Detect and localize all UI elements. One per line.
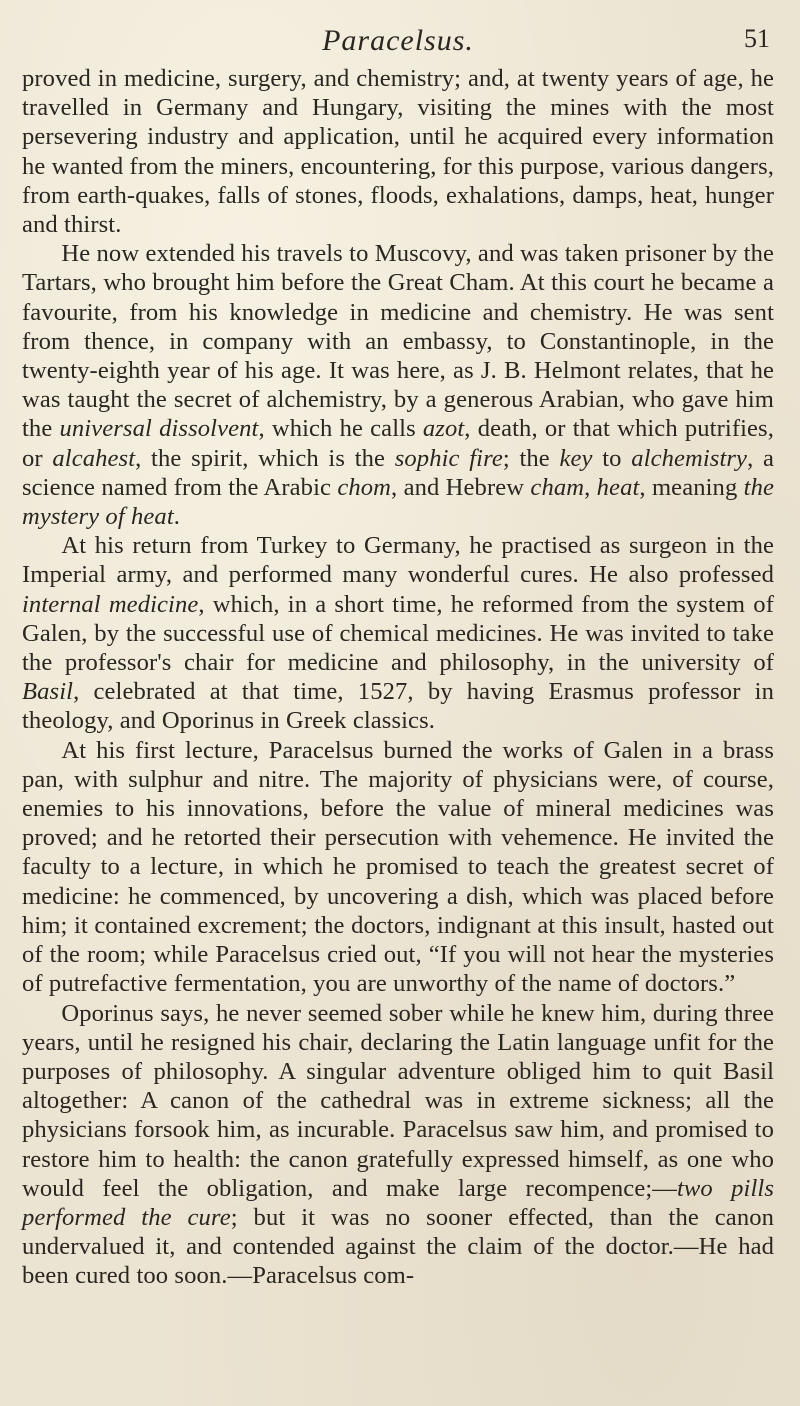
text-run: ; the [502, 444, 560, 472]
text-run: At his first lecture, Paracelsus burned the works of Galen in a brass pan, with sulphur and nitre. The majority of physicians were, of course, enemies to his innovations, before the value of mineral medicines was proved; and he retorted their persecution with vehemence. He invited the faculty to a lecture, in which he promised to teach the greatest secret of medicine: he commenced, by uncovering a dish, which was placed before him; it contained excrement; the doctors, indignant at this insult, hasted out of the room; while Paracelsus cried out, “If you will not hear the mysteries of putrefactive fermentation, you are unworthy of the name of doctors.” [22, 736, 774, 998]
text-run: , death, or that which putrifies, or [22, 415, 774, 472]
running-title: Paracelsus. [322, 24, 474, 57]
page-number: 51 [744, 24, 770, 53]
text-run: , a science named from the Arabic [22, 444, 775, 501]
italic-text: alchemistry [631, 444, 748, 472]
italic-text: universal dissolvent [59, 415, 259, 443]
text-run: proved in medicine, surgery, and chemistry; and, at twenty years of age, he travelled in Germany and Hungary, visiting the mines with the most persevering industry and application, until he acquired every information he wanted from the miners, encountering, for this purpose, various dangers, from earth-quakes, falls of stones, floods, exhalations, damps, heat, hunger and thirst. [22, 65, 774, 239]
text-run: , the spirit, which is the [135, 444, 395, 472]
text-run: , and Hebrew [391, 473, 531, 501]
italic-text: sophic fire [394, 444, 503, 472]
italic-text: cham [530, 473, 585, 501]
italic-text: chom [337, 473, 392, 501]
italic-text: two pills performed the cure [22, 1174, 774, 1231]
paragraph [22, 239, 774, 531]
text-run: . [173, 503, 181, 531]
paragraph [22, 999, 774, 1291]
italic-text: azot [422, 415, 465, 443]
paragraph [22, 531, 774, 735]
italic-text: alcahest [52, 444, 136, 472]
text-run: , which he calls [258, 415, 423, 443]
text-run: , meaning [639, 473, 744, 501]
paragraph [22, 736, 774, 999]
text-run: He now extended his travels to Muscovy, and was taken prisoner by the Tartars, who brought him before the Great Cham. At this court he became a favourite, from his knowledge in medicine and chemistry. He was sent from thence, in company with an embassy, to Constantinople, in the twenty-eighth year of his age. It was here, as J. B. Helmont relates, that he was taught the secret of alchemistry, by a generous Arabian, who gave him the [22, 240, 774, 443]
body-text [22, 64, 774, 1291]
running-head [22, 18, 774, 64]
text-run: ; but it was no sooner effected, than the canon undervalued it, and contended against the claim of the doctor.—He had been cured too soon.—Paracelsus com- [22, 1203, 775, 1290]
text-run: Oporinus says, he never seemed sober while he knew him, during three years, until he resigned his chair, declaring the Latin language unfit for the purposes of philosophy. A singular adventure obliged him to quit Basil altogether: A canon of the cathedral was in extreme sickness; all the physicians forsook him, as incurable. Paracelsus saw him, and promised to restore him to health: the canon gratefully expressed himself, as one who would feel the obligation, and make large recompence;— [22, 999, 774, 1202]
italic-text: heat [596, 473, 640, 501]
text-run: , which, in a short time, he reformed from the system of Galen, by the successful use of chemical medicines. He was invited to take the professor's chair for medicine and philosophy, in the university of [22, 590, 774, 677]
text-run: At his return from Turkey to Germany, he practised as surgeon in the Imperial army, and performed many wonderful cures. He also professed [22, 532, 774, 589]
text-run: to [592, 444, 632, 472]
italic-text: the mystery of heat [22, 473, 775, 531]
italic-text: key [559, 444, 593, 472]
text-run: , [584, 473, 597, 501]
paragraph [22, 64, 774, 239]
italic-text: internal medicine [22, 590, 199, 618]
italic-text: Basil [22, 678, 74, 706]
text-run: , celebrated at that time, 1527, by having Erasmus professor in theology, and Oporinus in Greek classics. [22, 678, 774, 735]
